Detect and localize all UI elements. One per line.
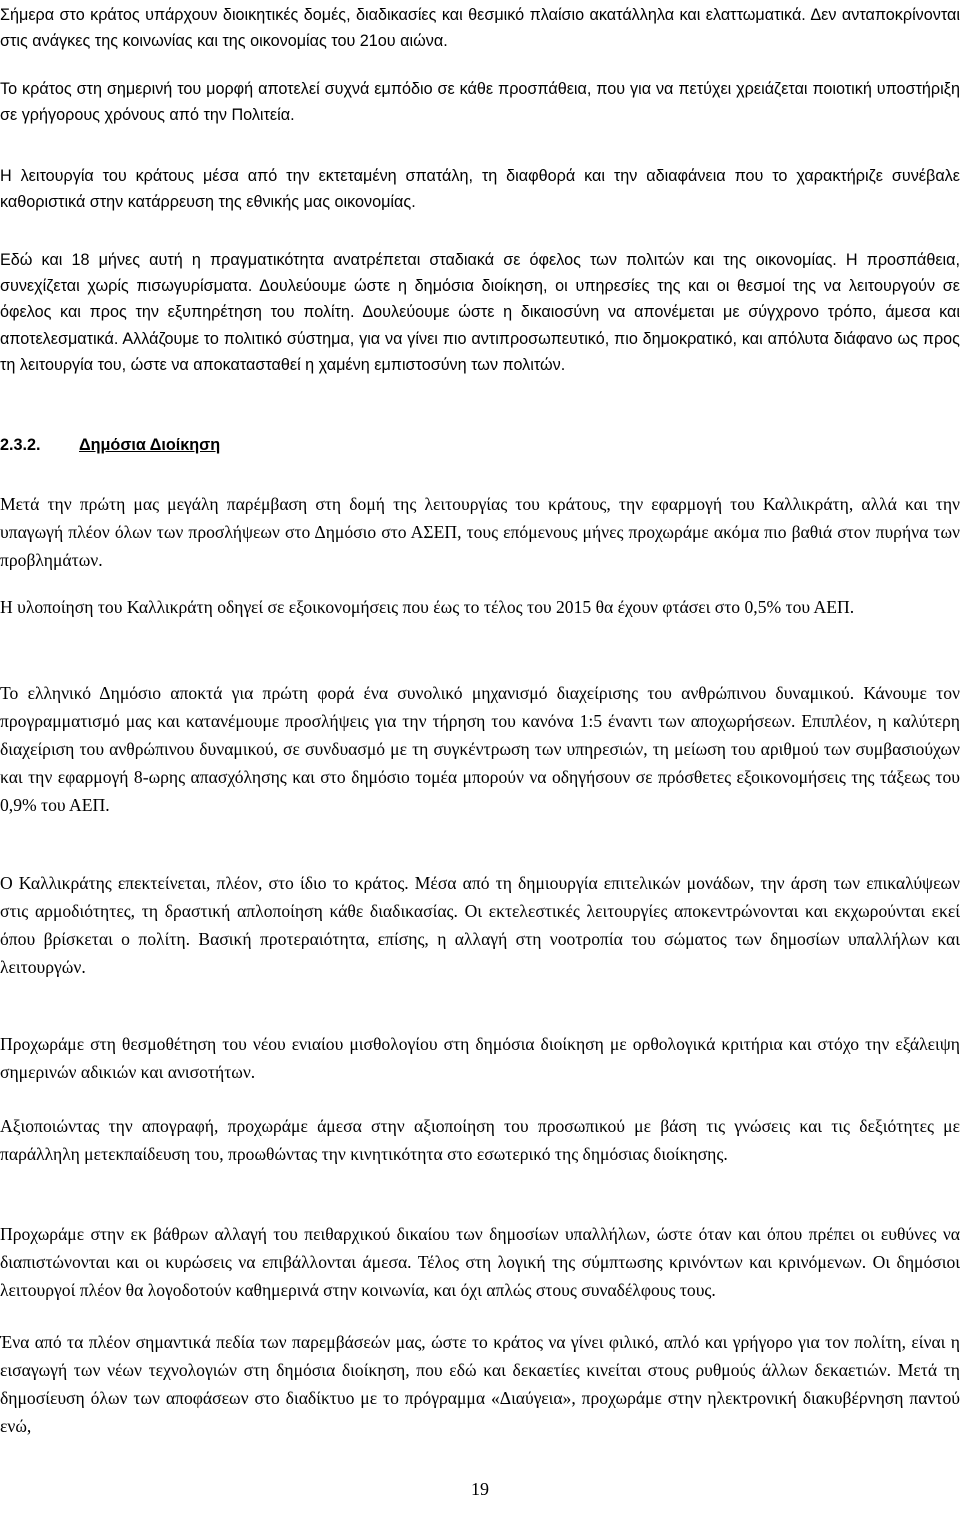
paragraph-disciplinary-law: Προχωράμε στην εκ βάθρων αλλαγή του πειθαρχικού δικαίου των δημοσίων υπαλλήλων, ώστε όταν και όπου πρέπει οι ευθύνες να διαπιστώνονται και οι κυρώσεις να επιβάλλονται άμεσα. Τέλος στη λογική της σύμπτωσης κρινόντων και κρινόμενων. Οι δημόσιοι λειτουργοί πλέον θα λογοδοτούν καθημερινά στην κοινωνία, και όχι απλώς στους συναδέλφους τους.: [0, 1224, 960, 1300]
paragraph-human-resources: Το ελληνικό Δημόσιο αποκτά για πρώτη φορά ένα συνολικό μηχανισμό διαχείρισης του ανθρώπινου δυναμικού. Κάνουμε τον προγραμματισμό μας και κατανέμουμε προσλήψεις για την τήρηση του κανόνα 1:5 έναντι των αποχωρήσεων. Επιπλέον, η καλύτερη διαχείριση του ανθρώπινου δυναμικού, σε συνδυασμό με τη συγκέντρωση των υπηρεσιών, τη μείωση του αριθμού των συμβασιούχων και την εφαρμογή 8-ωρης απασχόλησης και στο δημόσιο τομέα μπορούν να οδηγήσουν σε πρόσθετες εξοικονομήσεις της τάξεως του 0,9% του ΑΕΠ.: [0, 683, 960, 815]
section-number: 2.3.2.: [0, 436, 41, 454]
page-number: 19: [471, 1479, 489, 1499]
paragraph-kallikratis-savings: Η υλοποίηση του Καλλικράτη οδηγεί σε εξοικονομήσεις που έως το τέλος του 2015 θα έχουν φτάσει στο 0,5% του ΑΕΠ.: [0, 597, 855, 617]
paragraph-state-obstacle: Το κράτος στη σημερινή του μορφή αποτελεί συχνά εμπόδιο σε κάθε προσπάθεια, που για να πετύχει χρειάζεται ποιοτική υποστήριξη σε γρήγορους χρόνους από την Πολιτεία.: [0, 80, 960, 125]
paragraph-18-months: Εδώ και 18 μήνες αυτή η πραγματικότητα ανατρέπεται σταδιακά σε όφελος των πολιτών και της οικονομίας. Η προσπάθεια, συνεχίζεται χωρίς πισωγυρίσματα. Δουλεύουμε ώστε η δημόσια διοίκηση, οι υπηρεσίες της και οι θεσμοί της να λειτουργούν σε όφελος και προς την εξυπηρέτηση του πολίτη. Δουλεύουμε ώστε η δικαιοσύνη να απονέμεται με σύγχρονο τρόπο, άμεσα και αποτελεσματικά. Αλλάζουμε το πολιτικό σύστημα, για να γίνει πιο αντιπροσωπευτικό, πιο δημοκρατικό, και απόλυτα διάφανο ως προς τη λειτουργία του, ώστε να αποκατασταθεί η χαμένη εμπιστοσύνη των πολιτών.: [0, 251, 960, 374]
paragraph-state-function: Η λειτουργία του κράτους μέσα από την εκτεταμένη σπατάλη, τη διαφθορά και την αδιαφάνεια που το χαρακτήριζε συνέβαλε καθοριστικά στην κατάρρευση της εθνικής μας οικονομίας.: [0, 167, 960, 212]
paragraph-new-technologies: Ένα από τα πλέον σημαντικά πεδία των παρεμβάσεών μας, ώστε το κράτος να γίνει φιλικό, απλό και γρήγορο για τον πολίτη, είναι η εισαγωγή των νέων τεχνολογιών στη δημόσια διοίκηση, που εδώ και δεκαετίες κινείται στους ρυθμούς άλλων δεκαετιών. Μετά τη δημοσίευση όλων των αποφάσεων στο διαδίκτυο με το πρόγραμμα «Διαύγεια», προχωράμε στην ηλεκτρονική διακυβέρνηση παντού ενώ,: [0, 1332, 960, 1436]
paragraph-kallikratis-intervention: Μετά την πρώτη μας μεγάλη παρέμβαση στη δομή της λειτουργίας του κράτους, την εφαρμογή του Καλλικράτη, αλλά και την υπαγωγή πλέον όλων των προσλήψεων στο Δημόσιο στο ΑΣΕΠ, τους επόμενους μήνες προχωράμε ακόμα πιο βαθιά στον πυρήνα των προβλημάτων.: [0, 494, 960, 570]
paragraph-unified-payroll: Προχωράμε στη θεσμοθέτηση του νέου ενιαίου μισθολογίου στη δημόσια διοίκηση με ορθολογικά κριτήρια και στόχο την εξάλειψη σημερινών αδικιών και ανισοτήτων.: [0, 1034, 960, 1082]
paragraph-census: Αξιοποιώντας την απογραφή, προχωράμε άμεσα στην αξιοποίηση του προσωπικού με βάση τις γνώσεις και τις δεξιότητες με παράλληλη μετεκπαίδευση του, προωθώντας την κινητικότητα στο εσωτερικό της δημόσιας διοίκησης.: [0, 1116, 960, 1164]
paragraph-intro: Σήμερα στο κράτος υπάρχουν διοικητικές δομές, διαδικασίες και θεσμικό πλαίσιο ακατάλληλα και ελαττωματικά. Δεν ανταποκρίνονται στις ανάγκες της κοινωνίας και της οικονομίας του 21ου αιώνα.: [0, 6, 960, 51]
section-title: Δημόσια Διοίκηση: [79, 436, 221, 454]
paragraph-kallikratis-state: Ο Καλλικράτης επεκτείνεται, πλέον, στο ίδιο το κράτος. Μέσα από τη δημιουργία επιτελικών μονάδων, την άρση των επικαλύψεων στις αρμοδιότητες, τη δραστική απλοποίηση κάθε διαδικασίας. Οι εκτελεστικές λειτουργίες αποκεντρώνονται και εκχωρούνται εκεί όπου βρίσκεται ο πολίτη. Βασική προτεραιότητα, επίσης, η αλλαγή στη νοοτροπία του σώματος των δημοσίων υπαλλήλων και λειτουργών.: [0, 873, 960, 977]
section-heading: [0, 432, 220, 458]
